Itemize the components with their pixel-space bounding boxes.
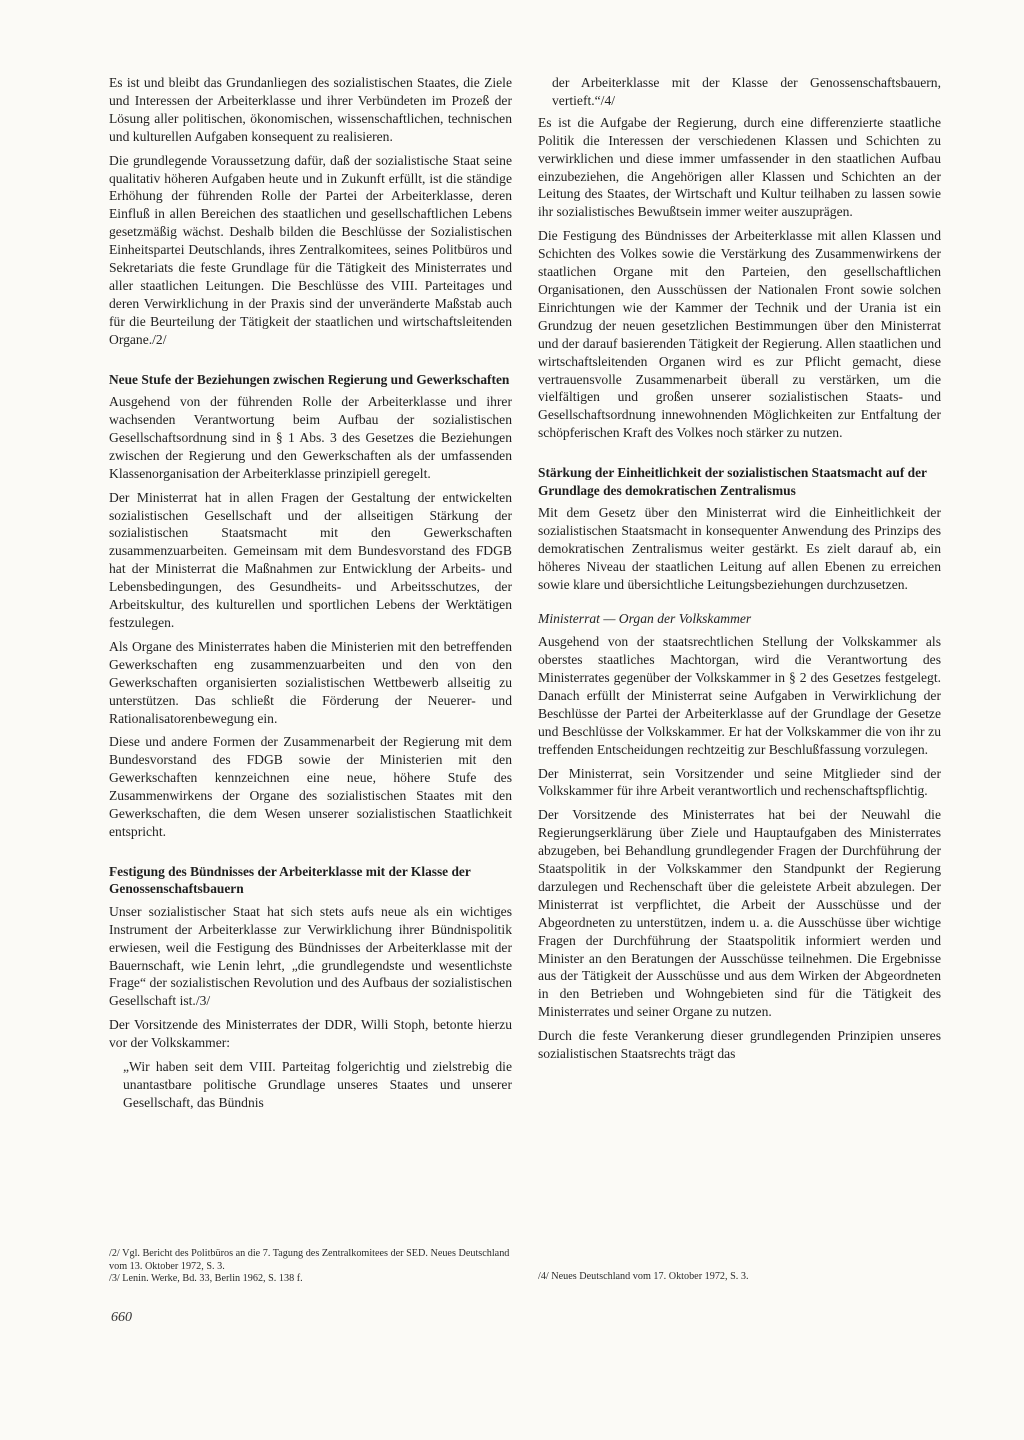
paragraph: Der Ministerrat hat in allen Fragen der Gestaltung der entwickelten sozialistischen Gesellschaft und der allseitigen Stärkung der sozialistischen Staatsmacht mit den Gewerkschaften zusammenzuarbeiten. Gemeinsam mit dem Bundesvorstand des FDGB hat der Ministerrat die Maßnahmen zur Entwicklung der Arbeits- und Lebensbedingungen, des Gesundheits- und Arbeitsschutzes, der Arbeitskultur, des kulturellen und sportlichen Lebens der Werktätigen festzulegen. [109,489,512,630]
paragraph: Ausgehend von der führenden Rolle der Arbeiterklasse und ihrer wachsenden Verantwortung beim Aufbau der sozialistischen Gesellschaftsordnung sind in § 1 Abs. 3 des Gesetzes die Beziehungen zwischen der Regierung und den Gewerkschaften als der umfassenden Klassenorganisation der Arbeiterklasse prinzipiell geregelt. [109,394,512,481]
paragraph: Die Festigung des Bündnisses der Arbeiterklasse mit allen Klassen und Schichten des Volkes sowie die Verstärkung des Zusammenwirkens der staatlichen Organe mit den Parteien, den gesellschaftlichen Organisationen, den Ausschüssen der Nationalen Front sowie solchen Einrichtungen wie der Kammer der Technik und der Urania ist ein Grundzug der neuen gesetzlichen Bestimmungen über den Ministerrat und der darauf basierenden Tätigkeit der Regierung. Allen staatlichen und wirtschaftsleitenden Organen wird es zur Pflicht gemacht, diese vertrauensvolle Zusammenarbeit überall zu verstärken, um die vielfältigen und großen unserer sozialistischen Staats- und Gesellschaftsordnung innewohnenden Möglichkeiten zur Entfaltung der schöpferischen Kraft des Volkes noch stärker zu nutzen. [538,228,941,441]
section-heading: Festigung des Bündnisses der Arbeiterklasse mit der Klasse der Genossenschaftsbauern [109,863,471,897]
paragraph: Es ist die Aufgabe der Regierung, durch eine differenzierte staatliche Politik die Interessen der verschiedenen Klassen und Schichten zu verwirklichen und diese immer umfassender in den staatlichen Aufbau einzubeziehen, die Angehörigen aller Klassen und Schichten an der Leitung des Staates, der Wirtschaft und Kultur teilhaben zu lassen sowie ihr sozialistisches Bewußtsein immer weiter auszuprägen. [538,114,941,220]
paragraph: Mit dem Gesetz über den Ministerrat wird die Einheitlichkeit der sozialistischen Staatsmacht in konsequenter Anwendung des Prinzips des demokratischen Zentralismus weiter gestärkt. Es zielt darauf ab, ein höheres Niveau der staatlichen Leitung auf allen Ebenen zu erreichen sowie klare und übersichtliche Leitungsbeziehungen durchzusetzen. [538,505,941,592]
paragraph: Der Ministerrat, sein Vorsitzender und seine Mitglieder sind der Volkskammer für ihre Arbeit verantwortlich und rechenschaftspflichtig. [538,765,941,799]
left-column [109,74,512,1116]
page-number: 660 [111,1310,132,1325]
paragraph: Diese und andere Formen der Zusammenarbeit der Regierung mit dem Bundesvorstand des FDGB sowie der Ministerien mit den Gewerkschaften kennzeichnen eine neue, höhere Stufe des Zusammenwirkens der Organe des sozialistischen Staates mit den Gewerkschaften, die dem Wesen unserer sozialistischen Staatlichkeit entspricht. [109,734,512,839]
footnotes-left [109,1248,514,1286]
block-quote-continued: der Arbeiterklasse mit der Klasse der Genossenschaftsbauern, vertieft.“/4/ [552,75,941,108]
right-column [538,74,941,1069]
paragraph: Als Organe des Ministerrates haben die Ministerien mit den betreffenden Gewerkschaften eng zusammenzuarbeiten und den von den Gewerkschaften organisierten sozialistischen Wettbewerb allseitig zu unterstützen. Das schließt die Förderung der Neuerer- und Rationalisatorenbewegung ein. [109,638,512,726]
paragraph: Der Vorsitzende des Ministerrates hat bei der Neuwahl die Regierungserklärung über Ziele und Hauptaufgaben des Ministerrates abzugeben, bei Behandlung grundlegender Fragen der Durchführung der Staatspolitik in der Volkskammer den Standpunkt der Regierung darzulegen und Rechenschaft über die geleistete Arbeit abzulegen. Der Ministerrat ist verpflichtet, die Arbeit der Ausschüsse und der Abgeordneten zu unterstützen, indem u. a. die Ausschüsse über wichtige Fragen der Durchführung der Staatspolitik informiert werden und Minister an den Beratungen der Ausschüsse teilnehmen. Die Ergebnisse aus der Tätigkeit der Ausschüsse und aus dem Wirken der Abgeordneten in den Betrieben und Wohngebieten sind für die Tätigkeit des Ministerrates und seiner Organe zu nutzen. [538,807,941,1020]
footnote: /2/ Vgl. Bericht des Politbüros an die 7. Tagung des Zentralkomitees der SED. Neues Deutschland vom 13. Oktober 1972, S. 3. [109,1248,510,1272]
footnote: /3/ Lenin. Werke, Bd. 33, Berlin 1962, S. 138 f. [109,1273,303,1285]
paragraph: Der Vorsitzende des Ministerrates der DDR, Willi Stoph, betonte hierzu vor der Volkskammer: [109,1017,512,1051]
section-heading: Neue Stufe der Beziehungen zwischen Regierung und Gewerkschaften [109,371,510,387]
paragraph: Ausgehend von der staatsrechtlichen Stellung der Volkskammer als oberstes staatliches Machtorgan, wird die Verantwortung des Ministerrates gegenüber der Volkskammer in § 2 des Gesetzes festgelegt. Danach erfüllt der Ministerrat seine Aufgaben in Verwirklichung der Beschlüsse der Partei der Arbeiterklasse auf der Grundlage der Gesetze und Beschlüsse der Volkskammer. Er hat der Volkskammer die von ihr zu treffenden Entscheidungen rechtzeitig zur Beschlußfassung vorzulegen. [538,634,941,757]
footnotes-right [538,1271,943,1284]
paragraph: Es ist und bleibt das Grundanliegen des sozialistischen Staates, die Ziele und Interessen der Arbeiterklasse und ihrer Verbündeten im Prozeß der Lösung aller politischen, ökonomischen, wissenschaftlichen, technischen und kulturellen Aufgaben konsequent zu realisieren. [109,75,512,144]
paragraph: Die grundlegende Voraussetzung dafür, daß der sozialistische Staat seine qualitativ höheren Aufgaben heute und in Zukunft erfüllt, ist die ständige Erhöhung der führenden Rolle der Partei der Arbeiterklasse, deren Einfluß in allen Bereichen des staatlichen und gesellschaftlichen Lebens gesetzmäßig wächst. Deshalb bilden die Beschlüsse der Sozialistischen Einheitspartei Deutschlands, ihres Zentralkomitees, seines Politbüros und Sekretariats die feste Grundlage für die Tätigkeit des Ministerrates und aller staatlichen Leitungen. Die Beschlüsse des VIII. Parteitages und deren Verwirklichung in der Praxis sind der unveränderte Maßstab auch für die Beurteilung der Tätigkeit der staatlichen und wirtschaftsleitenden Organe./2/ [109,152,512,347]
footnote: /4/ Neues Deutschland vom 17. Oktober 1972, S. 3. [538,1271,749,1282]
paragraph: Durch die feste Verankerung dieser grundlegenden Prinzipien unseres sozialistischen Staatsrechts trägt das [538,1028,941,1062]
subsection-heading: Ministerrat — Organ der Volkskammer [538,610,752,626]
paragraph: Unser sozialistischer Staat hat sich stets aufs neue als ein wichtiges Instrument der Arbeiterklasse zur Verwirklichung ihrer Bündnispolitik erwiesen, weil die Festigung des Bündnisses der Arbeiterklasse mit der Bauernschaft, wie Lenin lehrt, „die grundlegendste und wesentlichste Frage“ der sozialistischen Revolution und des Aufbaus der sozialistischen Gesellschaft ist./3/ [109,903,512,1009]
block-quote: „Wir haben seit dem VIII. Parteitag folgerichtig und zielstrebig die unantastbare politische Grundlage unseres Staates und unserer Gesellschaft, das Bündnis [123,1059,512,1110]
section-heading: Stärkung der Einheitlichkeit der sozialistischen Staatsmacht auf der Grundlage des demokratischen Zentralismus [538,465,927,498]
